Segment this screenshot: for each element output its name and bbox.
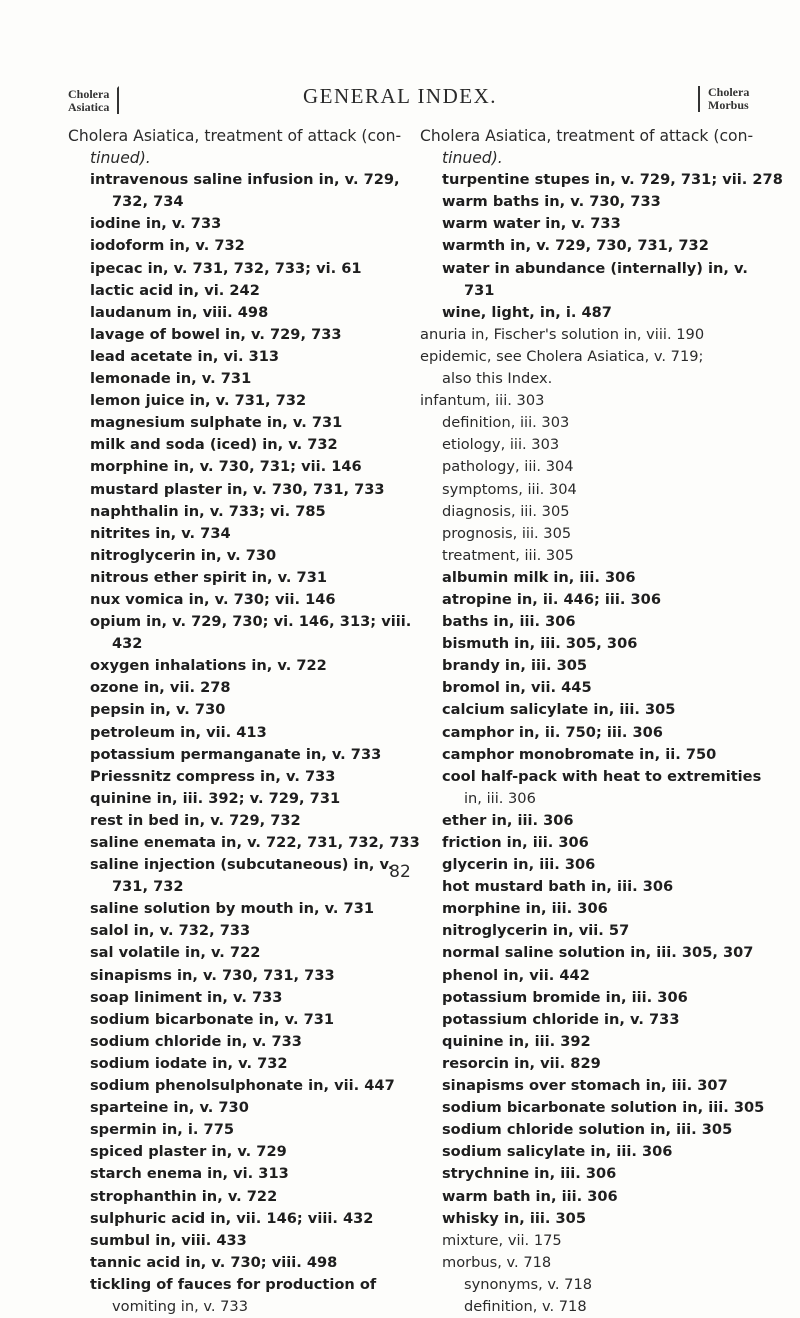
- index-entry-line: quinine in, iii. 392; v. 729, 731: [90, 789, 341, 807]
- index-entry-line: lactic acid in, vi. 242: [90, 281, 260, 299]
- index-entry-line: salol in, v. 732, 733: [90, 922, 251, 940]
- index-entry-line: nux vomica in, v. 730; vii. 146: [90, 590, 336, 608]
- index-entry-line: 731: [464, 281, 495, 299]
- index-entry-line: nitroglycerin in, vii. 57: [442, 922, 630, 940]
- index-entry-line: sulphuric acid in, vii. 146; viii. 432: [90, 1209, 374, 1227]
- index-entry-line: morbus, v. 718: [442, 1253, 552, 1271]
- index-entry-line: laudanum in, viii. 498: [90, 303, 269, 321]
- index-entry-line: sodium bicarbonate in, v. 731: [90, 1010, 335, 1028]
- index-entry-line: saline injection (subcutaneous) in, v.: [90, 856, 394, 874]
- index-entry-line: cool half-pack with heat to extremities: [442, 767, 762, 785]
- index-entry-line: ether in, iii. 306: [442, 811, 574, 829]
- index-entry-line: normal saline solution in, iii. 305, 307: [442, 944, 754, 962]
- index-entry-line: whisky in, iii. 305: [442, 1209, 586, 1227]
- index-entry-line: 731, 732: [112, 878, 184, 896]
- index-entry-line: iodine in, v. 733: [90, 215, 222, 233]
- index-entry-line: tinued).: [90, 149, 151, 168]
- index-entry-line: strophanthin in, v. 722: [90, 1187, 278, 1205]
- index-entry-line: warm bath in, iii. 306: [442, 1187, 618, 1205]
- index-entry-line: potassium permanganate in, v. 733: [90, 745, 382, 763]
- right-column: [420, 125, 783, 1318]
- index-entry-line: lemon juice in, v. 731, 732: [90, 392, 307, 410]
- index-entry-line: morphine in, iii. 306: [442, 900, 608, 918]
- index-entry-line: definition, v. 718: [464, 1297, 587, 1315]
- left-guide-line-2: Asiatica: [68, 100, 110, 114]
- index-entry-line: atropine in, ii. 446; iii. 306: [442, 590, 661, 608]
- index-entry-line: spermin in, i. 775: [90, 1121, 235, 1139]
- index-entry-line: sinapisms over stomach in, iii. 307: [442, 1077, 728, 1095]
- index-entry-line: etiology, iii. 303: [442, 436, 560, 454]
- index-entry-line: pepsin in, v. 730: [90, 701, 226, 719]
- index-entry-line: anuria in, Fischer's solution in, viii. 190: [420, 325, 705, 343]
- index-entry-line: mustard plaster in, v. 730, 731, 733: [90, 480, 385, 498]
- index-entry-line: symptoms, iii. 304: [442, 480, 577, 498]
- index-entry-line: Cholera Asiatica, treatment of attack (con-: [68, 127, 402, 145]
- page-number: 82: [389, 862, 411, 882]
- index-entry-line: sumbul in, viii. 433: [90, 1231, 247, 1249]
- index-entry-line: vomiting in, v. 733: [112, 1297, 248, 1315]
- index-entry-line: nitrous ether spirit in, v. 731: [90, 568, 328, 586]
- index-entry-line: naphthalin in, v. 733; vi. 785: [90, 502, 326, 520]
- index-entry-line: pathology, iii. 304: [442, 458, 574, 476]
- index-entry-line: intravenous saline infusion in, v. 729,: [90, 171, 400, 189]
- index-entry-line: opium in, v. 729, 730; vi. 146, 313; viii.: [90, 613, 412, 631]
- index-entry-line: nitroglycerin in, v. 730: [90, 546, 277, 564]
- index-entry-line: Cholera Asiatica, treatment of attack (con-: [420, 127, 754, 145]
- index-entry-line: iodoform in, v. 732: [90, 237, 245, 255]
- index-entry-line: sinapisms in, v. 730, 731, 733: [90, 966, 335, 984]
- index-entry-line: ozone in, vii. 278: [90, 679, 231, 697]
- index-entry-line: infantum, iii. 303: [420, 392, 545, 410]
- index-entry-line: prognosis, iii. 305: [442, 524, 572, 542]
- index-entry-line: bismuth in, iii. 305, 306: [442, 635, 638, 653]
- index-entry-line: water in abundance (internally) in, v.: [442, 259, 748, 277]
- index-entry-line: synonyms, v. 718: [464, 1275, 593, 1293]
- page-title: GENERAL INDEX.: [302, 84, 498, 108]
- index-entry-line: glycerin in, iii. 306: [442, 856, 596, 874]
- index-entry-line: warm water in, v. 733: [442, 215, 621, 233]
- index-entry-line: rest in bed in, v. 729, 732: [90, 811, 301, 829]
- index-entry-line: sal volatile in, v. 722: [90, 944, 261, 962]
- index-entry-line: in, iii. 306: [464, 789, 536, 807]
- index-entry-line: tinued).: [442, 149, 503, 168]
- index-entry-line: treatment, iii. 305: [442, 546, 574, 564]
- index-entry-line: tannic acid in, v. 730; viii. 498: [90, 1253, 338, 1271]
- index-entry-line: hot mustard bath in, iii. 306: [442, 878, 674, 896]
- index-entry-line: friction in, iii. 306: [442, 834, 589, 851]
- index-entry-line: camphor monobromate in, ii. 750: [442, 745, 717, 763]
- index-entry-line: wine, light, in, i. 487: [442, 303, 612, 321]
- left-guide-line-1: Cholera: [68, 87, 110, 101]
- index-entry-line: oxygen inhalations in, v. 722: [90, 657, 327, 675]
- index-entry-line: phenol in, vii. 442: [442, 966, 590, 984]
- index-entry-line: sodium bicarbonate solution in, iii. 305: [442, 1099, 765, 1117]
- index-entry-line: camphor in, ii. 750; iii. 306: [442, 723, 663, 741]
- right-guide-line-1: Cholera: [708, 85, 750, 99]
- index-entry-line: sparteine in, v. 730: [90, 1099, 249, 1117]
- index-entry-line: Priessnitz compress in, v. 733: [90, 767, 336, 785]
- index-entry-line: sodium chloride solution in, iii. 305: [442, 1121, 733, 1139]
- index-entry-line: albumin milk in, iii. 306: [442, 568, 636, 586]
- index-entry-line: quinine in, iii. 392: [442, 1032, 591, 1050]
- index-entry-line: also this Index.: [442, 370, 553, 388]
- index-entry-line: milk and soda (iced) in, v. 732: [90, 436, 338, 454]
- index-entry-line: strychnine in, iii. 306: [442, 1165, 617, 1183]
- index-entry-line: baths in, iii. 306: [442, 613, 576, 631]
- index-entry-line: resorcin in, vii. 829: [442, 1054, 601, 1072]
- index-entry-line: ipecac in, v. 731, 732, 733; vi. 61: [90, 259, 362, 277]
- index-entry-line: sodium iodate in, v. 732: [90, 1054, 288, 1072]
- index-entry-line: epidemic, see Cholera Asiatica, v. 719;: [420, 347, 704, 365]
- index-entry-line: warm baths in, v. 730, 733: [442, 193, 661, 211]
- index-entry-line: 732, 734: [112, 193, 184, 211]
- index-entry-line: saline solution by mouth in, v. 731: [90, 900, 375, 918]
- index-entry-line: mixture, vii. 175: [442, 1231, 562, 1249]
- index-entry-line: warmth in, v. 729, 730, 731, 732: [442, 237, 709, 255]
- index-entry-line: diagnosis, iii. 305: [442, 502, 570, 520]
- index-entry-line: calcium salicylate in, iii. 305: [442, 701, 676, 719]
- index-entry-line: saline enemata in, v. 722, 731, 732, 733: [90, 834, 420, 851]
- index-entry-line: potassium chloride in, v. 733: [442, 1010, 680, 1028]
- index-entry-line: definition, iii. 303: [442, 414, 570, 432]
- index-entry-line: spiced plaster in, v. 729: [90, 1143, 287, 1161]
- index-entry-line: brandy in, iii. 305: [442, 657, 588, 675]
- index-entry-line: lemonade in, v. 731: [90, 370, 252, 388]
- index-entry-line: magnesium sulphate in, v. 731: [90, 414, 343, 432]
- index-entry-line: sodium phenolsulphonate in, vii. 447: [90, 1077, 395, 1095]
- right-guide-line-2: Morbus: [708, 98, 749, 112]
- index-entry-line: tickling of fauces for production of: [90, 1275, 377, 1293]
- index-entry-line: lead acetate in, vi. 313: [90, 347, 280, 365]
- index-entry-line: petroleum in, vii. 413: [90, 723, 267, 741]
- index-entry-line: lavage of bowel in, v. 729, 733: [90, 325, 342, 343]
- index-entry-line: morphine in, v. 730, 731; vii. 146: [90, 458, 362, 476]
- index-entry-line: soap liniment in, v. 733: [90, 988, 283, 1006]
- index-entry-line: bromol in, vii. 445: [442, 679, 592, 697]
- index-entry-line: turpentine stupes in, v. 729, 731; vii. 278: [442, 171, 783, 189]
- index-entry-line: 432: [112, 635, 143, 653]
- index-entry-line: starch enema in, vi. 313: [90, 1165, 289, 1183]
- index-entry-line: nitrites in, v. 734: [90, 524, 231, 542]
- right-guide-word: [698, 86, 749, 112]
- index-entry-line: sodium salicylate in, iii. 306: [442, 1143, 673, 1161]
- index-entry-line: potassium bromide in, iii. 306: [442, 988, 688, 1006]
- index-entry-line: sodium chloride in, v. 733: [90, 1032, 302, 1050]
